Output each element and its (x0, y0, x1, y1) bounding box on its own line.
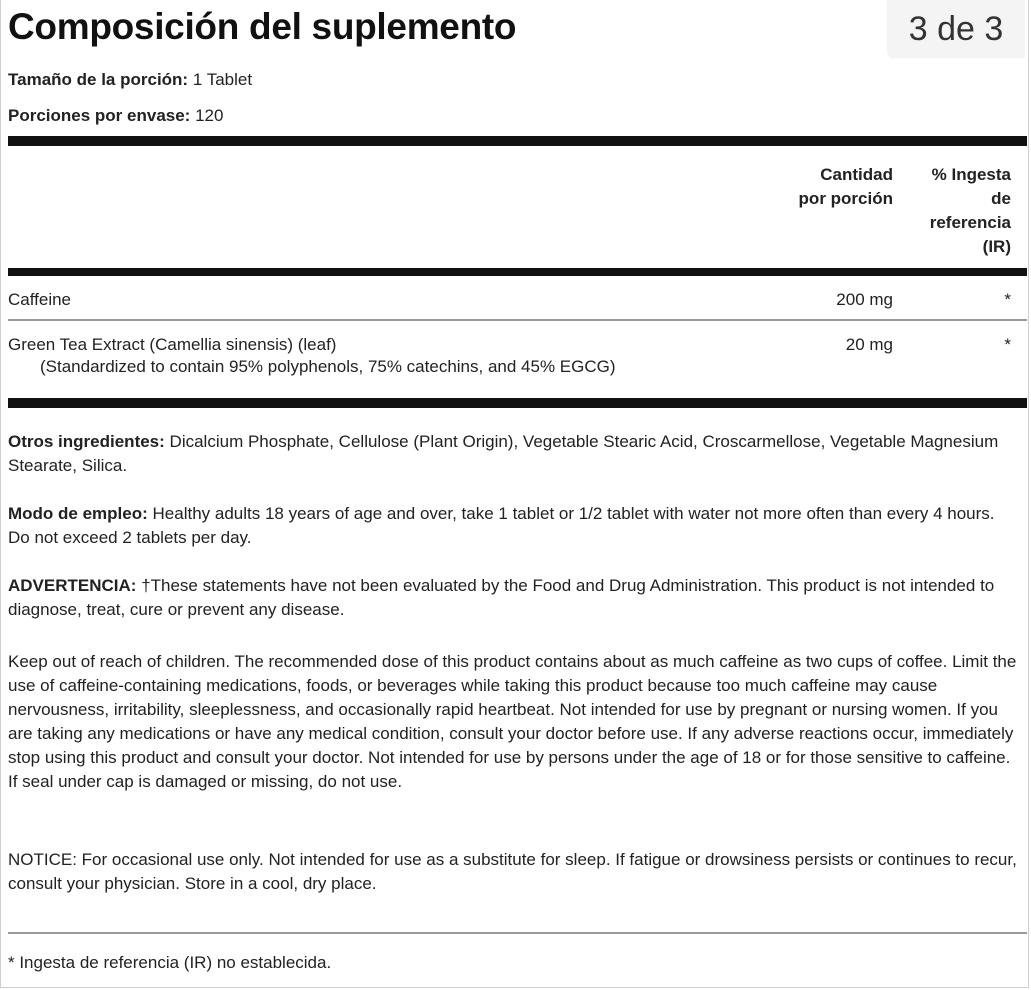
serving-size (8, 70, 252, 90)
ingredient-name: Green Tea Extract (Camellia sinensis) (leaf) (8, 335, 337, 354)
column-header-reference-intake: % Ingesta de referencia (IR) (929, 165, 1011, 256)
page-indicator: 3 de 3 (887, 0, 1025, 58)
other-ingredients (8, 430, 1020, 478)
ingredient-amount: 200 mg (836, 290, 893, 309)
ingredient-name: Caffeine (8, 290, 72, 309)
ingredient-amount: 20 mg (845, 335, 893, 354)
divider-thick (8, 136, 1027, 146)
warning-label: ADVERTENCIA: (8, 576, 137, 595)
divider-thick (8, 398, 1027, 408)
page-title: Composición del suplemento (8, 6, 517, 47)
column-header-amount: Cantidad por porción (798, 165, 893, 208)
warning (8, 574, 1020, 622)
serving-size-label: Tamaño de la porción: (8, 70, 189, 89)
ingredient-reference-intake: * (1004, 290, 1011, 309)
ingredient-reference-intake: * (1004, 335, 1011, 354)
directions-text: Healthy adults 18 years of age and over, take 1 tablet or 1/2 tablet with water not more often than every 4 hours. Do not exceed 2 tablets per day. (8, 504, 995, 547)
keep-out-of-reach-text: Keep out of reach of children. The recommended dose of this product contains about as much caffeine as two cups of coffee. Limit the use of caffeine-containing medications, foods, or beverages while taking this product because too much caffeine may cause nervousness, irritability, sleeplessness, and occasionally rapid heartbeat. Not intended for use by pregnant or nursing women. If you are taking any medications or have any medical condition, consult your doctor before use. If any adverse reactions occur, immediately stop using this product and consult your doctor. Not intended for use by persons under the age of 18 or for those sensitive to caffeine. If seal under cap is damaged or missing, do not use. (8, 652, 1017, 791)
serving-size-value: 1 Tablet (192, 70, 253, 89)
warning-text: †These statements have not been evaluated by the Food and Drug Administration. This product is not intended to diagnose, treat, cure or prevent any disease. (8, 576, 995, 619)
divider-thin (8, 932, 1027, 934)
servings-per-container-label: Porciones por envase: (8, 106, 191, 125)
ingredient-subtext: (Standardized to contain 95% polyphenols, 75% catechins, and 45% EGCG) (40, 357, 616, 376)
divider-thick (8, 268, 1027, 276)
notice-text: NOTICE: For occasional use only. Not intended for use as a substitute for sleep. If fatigue or drowsiness persists or continues to recur, consult your physician. Store in a cool, dry place. (8, 850, 1017, 893)
divider-thin (8, 319, 1027, 321)
other-ingredients-text: Dicalcium Phosphate, Cellulose (Plant Origin), Vegetable Stearic Acid, Croscarmellose, Vegetable Magnesium Stearate, Silica. (8, 432, 999, 475)
directions (8, 502, 1020, 550)
footnote: * Ingesta de referencia (IR) no establecida. (8, 953, 332, 972)
directions-label: Modo de empleo: (8, 504, 148, 523)
other-ingredients-label: Otros ingredientes: (8, 432, 165, 451)
servings-per-container-value: 120 (195, 106, 224, 125)
servings-per-container (8, 106, 223, 126)
